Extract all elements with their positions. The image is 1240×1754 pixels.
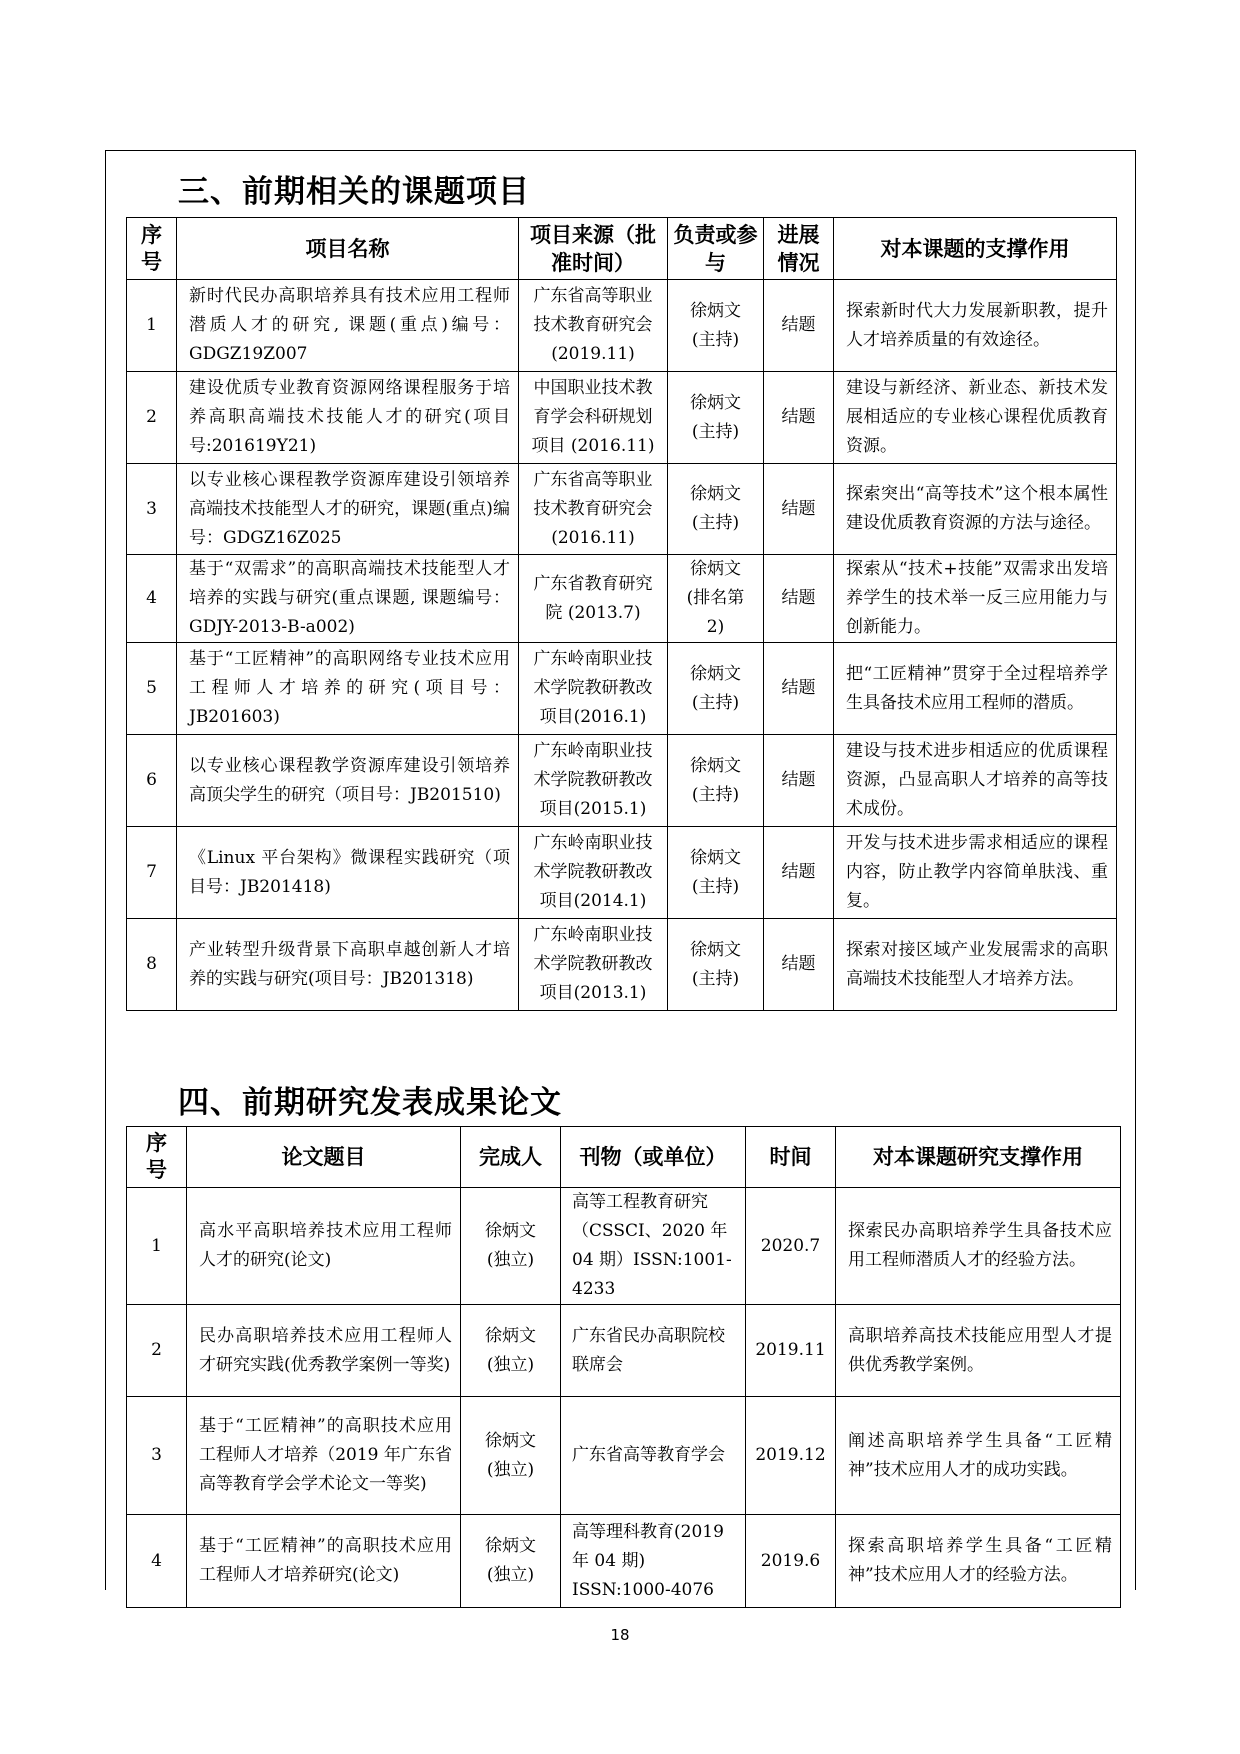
project-status: 结题 — [764, 555, 834, 643]
papers-header-row — [127, 1127, 1121, 1188]
table-row — [127, 280, 1117, 372]
project-role: 徐炳文(主持) — [668, 919, 764, 1011]
project-support: 探索新时代大力发展新职教，提升人才培养质量的有效途径。 — [834, 280, 1117, 372]
page-number: 18 — [610, 1626, 630, 1644]
paper-title: 基于“工匠精神”的高职技术应用工程师人才培养研究(论文) — [187, 1515, 461, 1608]
row-number: 4 — [127, 1515, 187, 1608]
project-support: 探索对接区域产业发展需求的高职高端技术技能型人才培养方法。 — [834, 919, 1117, 1011]
table-row — [127, 1188, 1121, 1305]
project-name: 《Linux 平台架构》微课程实践研究（项目号：JB201418) — [177, 827, 519, 919]
row-number: 3 — [127, 1397, 187, 1515]
project-role: 徐炳文(排名第2) — [668, 555, 764, 643]
project-name: 基于“工匠精神”的高职网络专业技术应用工程师人才培养的研究(项目号：JB201603) — [177, 643, 519, 735]
table-row — [127, 919, 1117, 1011]
project-source: 广东岭南职业技术学院教研教改项目(2016.1) — [519, 643, 668, 735]
paper-journal: 广东省高等教育学会 — [561, 1397, 746, 1515]
project-role: 徐炳文(主持) — [668, 827, 764, 919]
project-source: 中国职业技术教育学会科研规划项目 (2016.11) — [519, 372, 668, 464]
paper-author: 徐炳文(独立) — [461, 1515, 561, 1608]
project-support: 建设与技术进步相适应的优质课程资源，凸显高职人才培养的高等技术成份。 — [834, 735, 1117, 827]
project-role: 徐炳文(主持) — [668, 372, 764, 464]
project-name: 产业转型升级背景下高职卓越创新人才培养的实践与研究(项目号：JB201318) — [177, 919, 519, 1011]
row-number: 7 — [127, 827, 177, 919]
row-number: 6 — [127, 735, 177, 827]
project-name: 以专业核心课程教学资源库建设引领培养高端技术技能型人才的研究，课题(重点)编号：GDGZ16Z025 — [177, 464, 519, 555]
project-status: 结题 — [764, 827, 834, 919]
project-source: 广东岭南职业技术学院教研教改项目(2014.1) — [519, 827, 668, 919]
table-row — [127, 372, 1117, 464]
project-role: 徐炳文(主持) — [668, 464, 764, 555]
row-number: 1 — [127, 1188, 187, 1305]
header-role: 负责或参与 — [668, 218, 764, 280]
paper-time: 2019.6 — [746, 1515, 836, 1608]
table-row — [127, 555, 1117, 643]
header-author: 完成人 — [461, 1127, 561, 1188]
paper-journal: 高等工程教育研究（CSSCI、2020 年 04 期）ISSN:1001-4233 — [561, 1188, 746, 1305]
row-number: 1 — [127, 280, 177, 372]
project-source: 广东岭南职业技术学院教研教改项目(2013.1) — [519, 919, 668, 1011]
project-name: 基于“双需求”的高职高端技术技能型人才培养的实践与研究(重点课题, 课题编号：GDJY-2013-B-a002) — [177, 555, 519, 643]
paper-author: 徐炳文(独立) — [461, 1305, 561, 1397]
project-support: 探索从“技术+技能”双需求出发培养学生的技术举一反三应用能力与创新能力。 — [834, 555, 1117, 643]
header-paper-title: 论文题目 — [187, 1127, 461, 1188]
table-row — [127, 827, 1117, 919]
paper-journal: 广东省民办高职院校联席会 — [561, 1305, 746, 1397]
section3-title: 三、前期相关的课题项目 — [178, 174, 530, 210]
table-row — [127, 735, 1117, 827]
table-row — [127, 1397, 1121, 1515]
row-number: 2 — [127, 372, 177, 464]
project-status: 结题 — [764, 735, 834, 827]
row-number: 3 — [127, 464, 177, 555]
project-source: 广东省高等职业技术教育研究会(2016.11) — [519, 464, 668, 555]
row-number: 8 — [127, 919, 177, 1011]
project-role: 徐炳文(主持) — [668, 643, 764, 735]
section4-title: 四、前期研究发表成果论文 — [178, 1085, 562, 1121]
row-number: 5 — [127, 643, 177, 735]
project-role: 徐炳文(主持) — [668, 735, 764, 827]
project-status: 结题 — [764, 372, 834, 464]
project-status: 结题 — [764, 919, 834, 1011]
project-source: 广东岭南职业技术学院教研教改项目(2015.1) — [519, 735, 668, 827]
project-source: 广东省教育研究院 (2013.7) — [519, 555, 668, 643]
table-row — [127, 643, 1117, 735]
projects-header-row — [127, 218, 1117, 280]
header-support: 对本课题的支撑作用 — [834, 218, 1117, 280]
table-row — [127, 1515, 1121, 1608]
paper-author: 徐炳文(独立) — [461, 1397, 561, 1515]
project-name: 建设优质专业教育资源网络课程服务于培养高职高端技术技能人才的研究(项目号:201619Y21) — [177, 372, 519, 464]
paper-title: 高水平高职培养技术应用工程师人才的研究(论文) — [187, 1188, 461, 1305]
paper-time: 2019.12 — [746, 1397, 836, 1515]
project-name: 以专业核心课程教学资源库建设引领培养高顶尖学生的研究（项目号：JB201510) — [177, 735, 519, 827]
paper-title: 民办高职培养技术应用工程师人才研究实践(优秀教学案例一等奖) — [187, 1305, 461, 1397]
row-number: 4 — [127, 555, 177, 643]
paper-time: 2020.7 — [746, 1188, 836, 1305]
table-row — [127, 464, 1117, 555]
paper-support: 高职培养高技术技能应用型人才提供优秀教学案例。 — [836, 1305, 1121, 1397]
project-support: 建设与新经济、新业态、新技术发展相适应的专业核心课程优质教育资源。 — [834, 372, 1117, 464]
header-support: 对本课题研究支撑作用 — [836, 1127, 1121, 1188]
header-journal: 刊物（或单位） — [561, 1127, 746, 1188]
header-no: 序号 — [127, 218, 177, 280]
header-status: 进展情况 — [764, 218, 834, 280]
header-time: 时间 — [746, 1127, 836, 1188]
project-status: 结题 — [764, 464, 834, 555]
project-status: 结题 — [764, 643, 834, 735]
paper-author: 徐炳文(独立) — [461, 1188, 561, 1305]
paper-support: 阐述高职培养学生具备“工匠精神”技术应用人才的成功实践。 — [836, 1397, 1121, 1515]
paper-support: 探索高职培养学生具备“工匠精神”技术应用人才的经验方法。 — [836, 1515, 1121, 1608]
project-role: 徐炳文(主持) — [668, 280, 764, 372]
project-status: 结题 — [764, 280, 834, 372]
project-source: 广东省高等职业技术教育研究会(2019.11) — [519, 280, 668, 372]
papers-table — [126, 1126, 1121, 1608]
project-support: 开发与技术进步需求相适应的课程内容，防止教学内容简单肤浅、重复。 — [834, 827, 1117, 919]
paper-support: 探索民办高职培养学生具备技术应用工程师潜质人才的经验方法。 — [836, 1188, 1121, 1305]
project-support: 把“工匠精神”贯穿于全过程培养学生具备技术应用工程师的潜质。 — [834, 643, 1117, 735]
header-source: 项目来源（批准时间） — [519, 218, 668, 280]
header-no: 序号 — [127, 1127, 187, 1188]
row-number: 2 — [127, 1305, 187, 1397]
paper-time: 2019.11 — [746, 1305, 836, 1397]
project-support: 探索突出“高等技术”这个根本属性建设优质教育资源的方法与途径。 — [834, 464, 1117, 555]
projects-table — [126, 217, 1117, 1011]
paper-journal: 高等理科教育(2019 年 04 期) ISSN:1000-4076 — [561, 1515, 746, 1608]
header-project-name: 项目名称 — [177, 218, 519, 280]
paper-title: 基于“工匠精神”的高职技术应用工程师人才培养（2019 年广东省高等教育学会学术论文一等奖) — [187, 1397, 461, 1515]
table-row — [127, 1305, 1121, 1397]
project-name: 新时代民办高职培养具有技术应用工程师潜质人才的研究, 课题(重点)编号：GDGZ19Z007 — [177, 280, 519, 372]
